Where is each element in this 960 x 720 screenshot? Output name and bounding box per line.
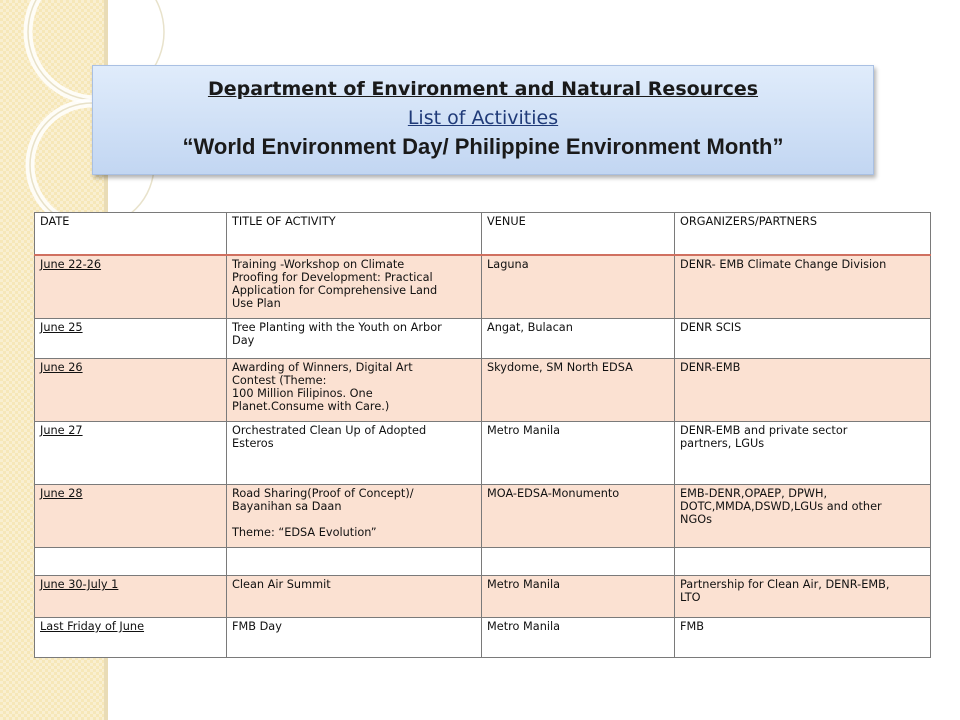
cell-date: June 28 — [35, 485, 227, 548]
title-department: Department of Environment and Natural Resources — [207, 78, 759, 100]
cell-line: Use Plan — [232, 296, 281, 310]
table-row — [35, 548, 931, 576]
cell-date: June 22-26 — [35, 255, 227, 319]
column-header-date: DATE — [35, 213, 227, 255]
cell-line: FMB — [680, 620, 704, 633]
cell-line: DENR SCIS — [680, 321, 742, 334]
cell-line: NGOs — [680, 513, 712, 526]
cell-line: Application for Comprehensive Land — [232, 283, 438, 297]
cell-venue: Metro Manila — [482, 576, 675, 618]
cell-date — [35, 548, 227, 576]
table-row — [35, 485, 931, 548]
cell-date: June 27 — [35, 422, 227, 485]
cell-title — [227, 319, 482, 359]
cell-line: DENR-EMB — [680, 361, 741, 374]
column-header-title: TITLE OF ACTIVITY — [227, 213, 482, 255]
table-row — [35, 618, 931, 658]
cell-date: June 26 — [35, 359, 227, 422]
table-row — [35, 255, 931, 319]
cell-line: LTO — [680, 591, 701, 604]
cell-organizers — [675, 576, 931, 618]
title-box — [92, 65, 874, 175]
cell-venue: Metro Manila — [482, 422, 675, 485]
cell-organizers — [675, 548, 931, 576]
cell-line: Esteros — [232, 437, 274, 450]
cell-venue: MOA-EDSA-Monumento — [482, 485, 675, 548]
cell-line: Proofing for Development: Practical — [232, 270, 433, 284]
cell-organizers — [675, 359, 931, 422]
cell-date: June 30-July 1 — [35, 576, 227, 618]
cell-venue: Angat, Bulacan — [482, 319, 675, 359]
cell-line: partners, LGUs — [680, 437, 765, 450]
cell-organizers — [675, 422, 931, 485]
cell-line: DENR- EMB Climate Change Division — [680, 257, 887, 271]
cell-organizers — [675, 618, 931, 658]
cell-title — [227, 485, 482, 548]
cell-date: June 25 — [35, 319, 227, 359]
cell-title — [227, 359, 482, 422]
table-row — [35, 422, 931, 485]
column-header-organizers: ORGANIZERS/PARTNERS — [675, 213, 931, 255]
cell-date: Last Friday of June — [35, 618, 227, 658]
cell-line: 100 Million Filipinos. One — [232, 387, 373, 400]
table-row — [35, 359, 931, 422]
cell-title — [227, 548, 482, 576]
cell-line: Day — [232, 334, 255, 347]
activities-table — [34, 212, 931, 658]
cell-venue: Metro Manila — [482, 618, 675, 658]
cell-line: EMB-DENR,OPAEP, DPWH, — [680, 487, 828, 500]
cell-line: Clean Air Summit — [232, 578, 331, 591]
cell-venue: Laguna — [482, 255, 675, 319]
cell-line: Road Sharing(Proof of Concept)/ — [232, 487, 414, 500]
cell-venue — [482, 548, 675, 576]
cell-organizers — [675, 485, 931, 548]
cell-line: Tree Planting with the Youth on Arbor — [232, 321, 442, 334]
cell-line: Training -Workshop on Climate — [232, 257, 405, 271]
cell-line: Partnership for Clean Air, DENR-EMB, — [680, 578, 890, 591]
cell-line: DOTC,MMDA,DSWD,LGUs and other — [680, 500, 882, 513]
cell-line: Planet.Consume with Care.) — [232, 400, 390, 413]
cell-venue: Skydome, SM North EDSA — [482, 359, 675, 422]
table-row — [35, 319, 931, 359]
cell-line — [232, 513, 476, 526]
cell-line: Orchestrated Clean Up of Adopted — [232, 424, 427, 437]
cell-title — [227, 255, 482, 319]
cell-title — [227, 576, 482, 618]
table-row — [35, 576, 931, 618]
cell-line: Awarding of Winners, Digital Art — [232, 361, 413, 374]
cell-line: Contest (Theme: — [232, 374, 327, 387]
title-list-of-activities: List of Activities — [407, 107, 559, 129]
cell-title — [227, 618, 482, 658]
cell-line: Theme: “EDSA Evolution” — [232, 526, 377, 539]
table-header-row — [35, 213, 931, 255]
cell-organizers — [675, 255, 931, 319]
cell-line: Bayanihan sa Daan — [232, 500, 342, 513]
cell-line: DENR-EMB and private sector — [680, 424, 848, 437]
column-header-venue: VENUE — [482, 213, 675, 255]
cell-title — [227, 422, 482, 485]
cell-line: FMB Day — [232, 620, 282, 633]
title-event-name: “World Environment Day/ Philippine Environment Month” — [182, 134, 784, 159]
table-body — [35, 255, 931, 658]
cell-organizers — [675, 319, 931, 359]
